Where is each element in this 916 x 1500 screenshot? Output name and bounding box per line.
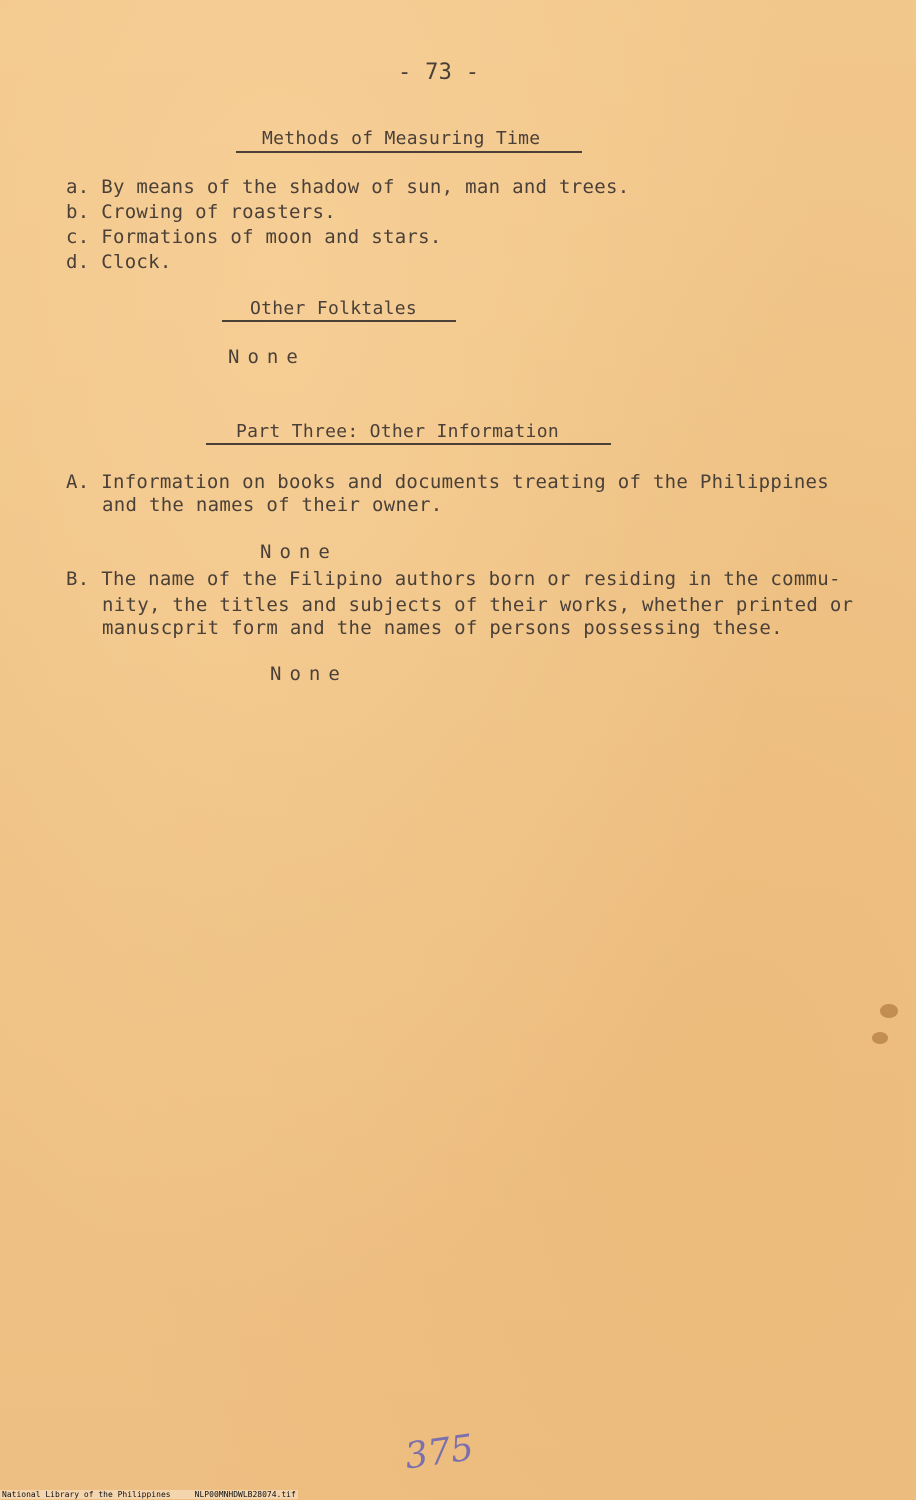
handwritten-page-number: 375 xyxy=(402,1427,477,1478)
list-item: c. Formations of moon and stars. xyxy=(66,226,442,248)
footer-filename: NLP00MNHDWLB28074.tif xyxy=(194,1490,296,1499)
footer-library: National Library of the Philippines xyxy=(2,1490,171,1499)
item-a-line: A. Information on books and documents treating of the Philippines xyxy=(66,471,830,493)
item-b-line: nity, the titles and subjects of their works, whether printed or xyxy=(102,594,854,616)
section-heading-folktales: Other Folktales xyxy=(250,298,418,319)
none-value: None xyxy=(228,346,306,368)
list-item: d. Clock. xyxy=(66,251,172,273)
item-b-line: manuscprit form and the names of persons possessing these. xyxy=(102,617,783,639)
item-b-line: B. The name of the Filipino authors born or residing in the commu- xyxy=(66,568,841,590)
section-heading-part-three: Part Three: Other Information xyxy=(236,421,559,442)
paper-stain xyxy=(872,1032,888,1044)
list-item: b. Crowing of roasters. xyxy=(66,201,336,223)
scan-footer xyxy=(0,1490,298,1499)
item-a-line: and the names of their owner. xyxy=(102,494,443,516)
none-value: None xyxy=(270,663,348,685)
heading-underline xyxy=(206,443,611,445)
none-value: None xyxy=(260,541,338,563)
heading-underline xyxy=(236,151,582,153)
page-number: - 73 - xyxy=(398,60,480,85)
paper-stain xyxy=(880,1004,898,1018)
section-heading-methods: Methods of Measuring Time xyxy=(262,128,541,149)
heading-underline xyxy=(222,320,456,322)
list-item: a. By means of the shadow of sun, man and trees. xyxy=(66,176,630,198)
